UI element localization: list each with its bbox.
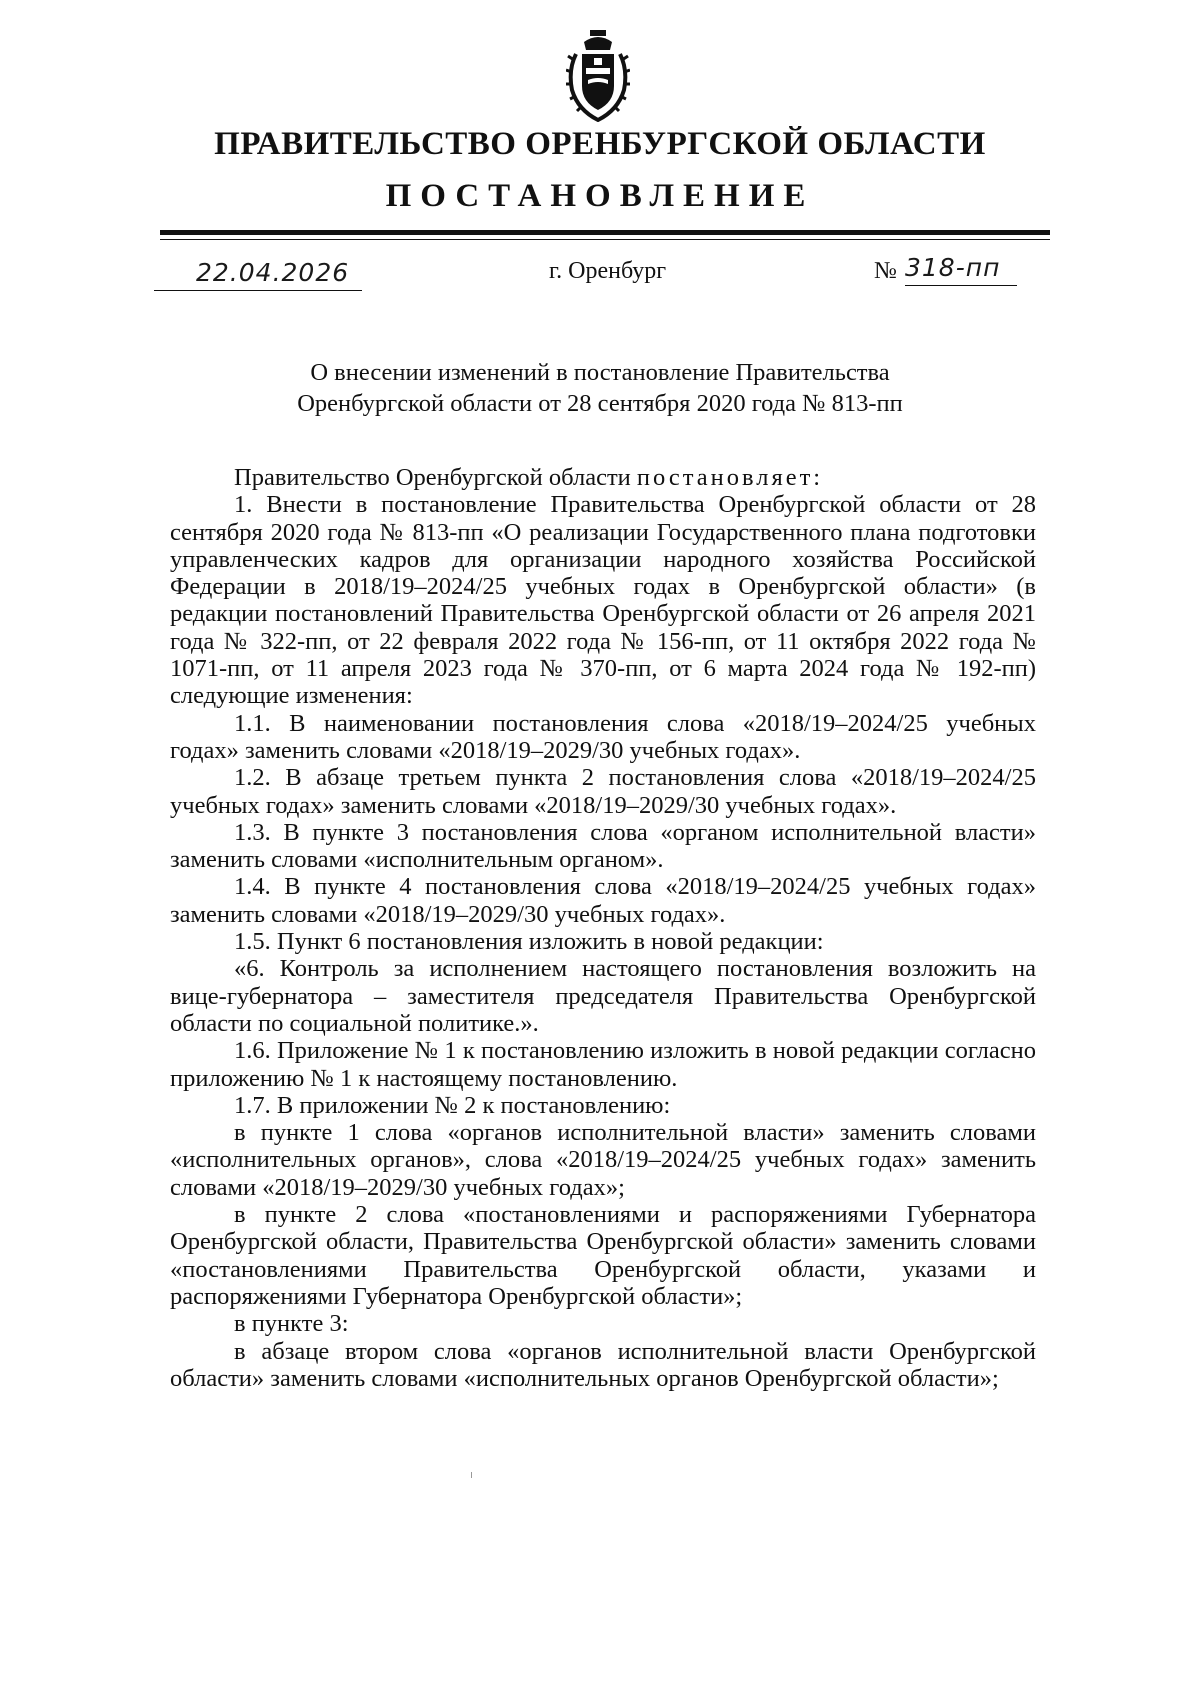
scan-speck (471, 1472, 472, 1478)
paragraph-1-7-item-3-sub: в абзаце втором слова «органов исполнительной власти Оренбургской области» заменить словами «исполнительных органов Оренбургской области»; (170, 1337, 1036, 1392)
paragraph-1-7: 1.7. В приложении № 2 к постановлению: (234, 1091, 671, 1119)
government-title: ПРАВИТЕЛЬСТВО ОРЕНБУРГСКОЙ ОБЛАСТИ (214, 126, 986, 162)
paragraph-1-5-quote: «6. Контроль за исполнением настоящего постановления возложить на вице-губернатора – заместителя председателя Правительства Оренбургской области по социальной политике.». (170, 955, 1036, 1037)
intro-paragraph (170, 464, 1036, 491)
document-subject (0, 357, 1200, 419)
intro-text: Правительство Оренбургской области (234, 464, 637, 491)
number-sign: № (874, 258, 897, 284)
paragraph-1-7-item-1: в пункте 1 слова «органов исполнительной власти» заменить словами «исполнительных органов», слова «2018/19–2024/25 учебных годах» заменить словами «2018/19–2029/30 учебных годах»; (170, 1119, 1036, 1201)
document-type-title: ПОСТАНОВЛЕНИЕ (385, 178, 815, 214)
subject-line-1: О внесении изменений в постановление Правительства (310, 359, 890, 386)
handwritten-date: 22.04.2026 (196, 258, 350, 287)
intro-resolves: постановляет: (636, 464, 824, 491)
paragraph-1: 1. Внести в постановление Правительства Оренбургской области от 28 сентября 2020 года № 813-пп «О реализации Государственного плана подготовки управленческих кадров для организации народного хозяйства Российской Федерации в 2018/19–2024/25 учебных годах в Оренбургской области» (в редакции постановлений Правительства Оренбургской области от 26 апреля 2021 года № 322-пп, от 22 февраля 2022 года № 156-пп, от 11 октября 2022 года № 1071-пп, от 11 апреля 2023 года № 370-пп, от 6 марта 2024 года № 192-пп) следующие изменения: (170, 491, 1036, 710)
paragraph-1-6: 1.6. Приложение № 1 к постановлению изложить в новой редакции согласно приложению № 1 к настоящему постановлению. (170, 1037, 1036, 1092)
paragraph-1-4: 1.4. В пункте 4 постановления слова «2018/19–2024/25 учебных годах» заменить словами «2018/19–2029/30 учебных годах». (170, 873, 1036, 928)
paragraph-1-1: 1.1. В наименовании постановления слова «2018/19–2024/25 учебных годах» заменить словами «2018/19–2029/30 учебных годах». (170, 709, 1036, 764)
subject-line-2: Оренбургской области от 28 сентября 2020 года № 813-пп (297, 390, 903, 417)
paragraph-1-5: 1.5. Пункт 6 постановления изложить в новой редакции: (234, 928, 824, 956)
header-divider-thick (160, 230, 1050, 235)
document-body (170, 464, 1036, 1392)
header-divider-thin (160, 239, 1050, 240)
paragraph-1-7-item-3: в пункте 3: (234, 1310, 349, 1338)
paragraph-1-2: 1.2. В абзаце третьем пункта 2 постановления слова «2018/19–2024/25 учебных годах» заменить словами «2018/19–2029/30 учебных годах». (170, 764, 1036, 819)
document-number-field (905, 253, 1017, 286)
paragraph-1-7-item-2: в пункте 2 слова «постановлениями и распоряжениями Губернатора Оренбургской области, Правительства Оренбургской области» заменить словами «постановлениями Правительства Оренбургской области, указами и распоряжениями Губернатора Оренбургской области»; (170, 1201, 1036, 1310)
handwritten-number: 318-пп (905, 253, 1001, 282)
coat-of-arms-icon (566, 30, 630, 122)
city-label: г. Оренбург (549, 258, 667, 284)
date-field (154, 258, 362, 291)
paragraph-1-3: 1.3. В пункте 3 постановления слова «органом исполнительной власти» заменить словами «исполнительным органом». (170, 818, 1036, 874)
